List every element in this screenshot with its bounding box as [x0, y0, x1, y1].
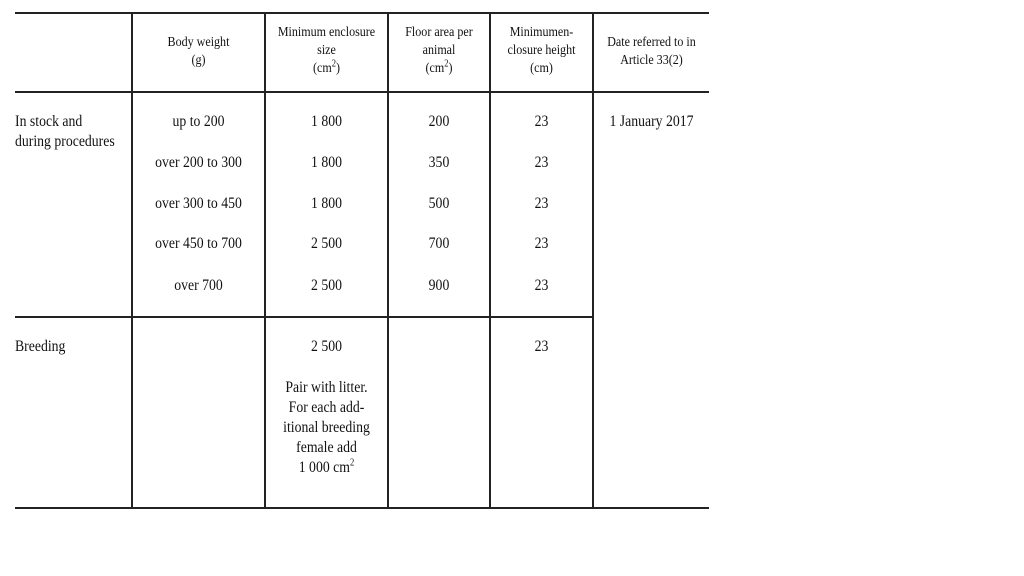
- header-enclosure-height: Minimumen- closure height (cm): [507, 25, 576, 76]
- date-cell: 1 January 2017: [609, 113, 694, 130]
- breeding-height-cell: 23: [534, 338, 549, 355]
- enclosure-table: [15, 12, 709, 509]
- height-cell: 23: [534, 277, 549, 294]
- height-cell: 23: [534, 113, 549, 130]
- height-cell: 23: [534, 154, 549, 171]
- floor-area-cell: 200: [428, 113, 450, 130]
- breeding-note: Pair with litter. For each add- itional breeding female add 1 000 $cm^2$: [283, 379, 370, 476]
- floor-area-cell: 500: [428, 195, 450, 212]
- body-weight-cell: over 200 to 300: [155, 154, 242, 171]
- header-enclosure-size: Minimum enclosure size $(cm^2)$: [277, 25, 376, 76]
- col-divider: [387, 12, 389, 509]
- col-divider: [489, 12, 491, 509]
- rule-top: [15, 12, 709, 14]
- col-divider: [131, 12, 133, 509]
- header-date: Date referred to in Article 33(2): [607, 35, 696, 68]
- rule-header: [15, 91, 709, 93]
- floor-area-cell: 350: [428, 154, 450, 171]
- group-label-breeding: Breeding: [15, 338, 66, 355]
- enclosure-size-cell: 1 800: [311, 113, 342, 130]
- rule-groups: [15, 316, 593, 318]
- header-floor-area: Floor area per animal $(cm^2)$: [405, 25, 473, 76]
- enclosure-size-cell: 1 800: [311, 195, 342, 212]
- breeding-enclosure-cell: 2 500: [311, 338, 342, 355]
- floor-area-cell: 900: [428, 277, 450, 294]
- height-cell: 23: [534, 195, 549, 212]
- rule-bottom: [15, 507, 709, 509]
- header-body-weight: Body weight (g): [167, 35, 230, 68]
- body-weight-cell: over 450 to 700: [155, 235, 242, 252]
- body-weight-cell: up to 200: [172, 113, 225, 130]
- floor-area-cell: 700: [428, 235, 450, 252]
- group-label-stock: In stock and during procedures: [15, 113, 115, 150]
- height-cell: 23: [534, 235, 549, 252]
- enclosure-size-cell: 2 500: [311, 277, 342, 294]
- enclosure-size-cell: 2 500: [311, 235, 342, 252]
- body-weight-cell: over 700: [174, 277, 223, 294]
- body-weight-cell: over 300 to 450: [155, 195, 242, 212]
- enclosure-size-cell: 1 800: [311, 154, 342, 171]
- col-divider: [592, 12, 594, 509]
- col-divider: [264, 12, 266, 509]
